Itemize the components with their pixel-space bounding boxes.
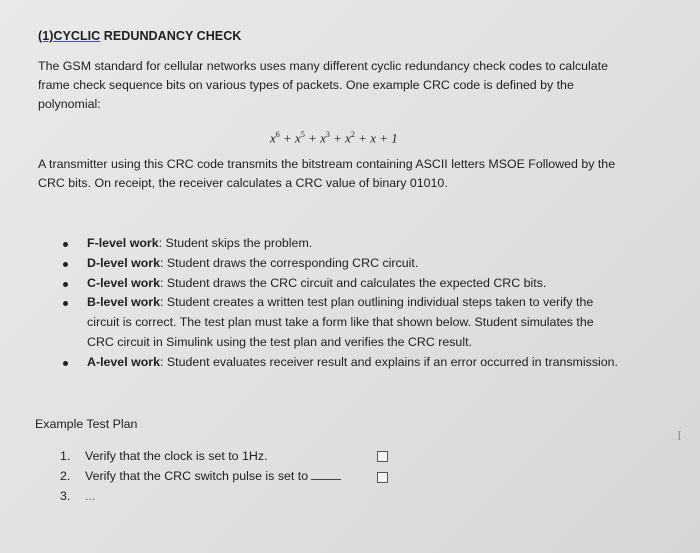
step-text: ... — [85, 489, 96, 503]
title-prefix: (1)CYCLIC — [38, 29, 101, 43]
bullet-icon — [63, 262, 68, 267]
bullet-icon — [63, 301, 68, 306]
bullet-icon — [63, 361, 68, 366]
grading-item-b-cont: CRC circuit in Simulink using the test plan and verifies the CRC result. — [87, 335, 472, 349]
text-cursor-icon: I — [677, 429, 682, 444]
grading-item-d: D-level work: Student draws the corresponding CRC circuit. — [87, 256, 419, 270]
step-checkbox[interactable] — [377, 451, 388, 462]
step-number: 2. — [60, 469, 71, 483]
step-text: Verify that the CRC switch pulse is set to — [85, 469, 341, 483]
test-plan-heading: Example Test Plan — [35, 417, 138, 431]
grading-item-b: B-level work: Student creates a written test plan outlining individual steps taken to verify the — [87, 295, 594, 309]
bullet-icon — [63, 282, 68, 287]
step-text: Verify that the clock is set to 1Hz. — [85, 449, 268, 463]
polynomial: $x^6 + x^5 + x^3 + x^2 + x + 1$ — [270, 130, 398, 146]
transmit-line: CRC bits. On receipt, the receiver calculates a CRC value of binary 01010. — [38, 176, 448, 190]
transmit-line: A transmitter using this CRC code transmits the bitstream containing ASCII letters MSOE Followed by the — [38, 157, 616, 171]
bullet-icon — [63, 242, 68, 247]
title-rest: REDUNDANCY CHECK — [100, 29, 242, 43]
section-title — [38, 29, 241, 43]
blank-line — [311, 479, 341, 480]
step-checkbox[interactable] — [377, 472, 388, 483]
intro-line: polynomial: — [38, 97, 101, 111]
grading-item-f: F-level work: Student skips the problem. — [87, 236, 313, 250]
step-number: 1. — [60, 449, 71, 463]
grading-item-b-cont: circuit is correct. The test plan must take a form like that shown below. Student simulates the — [87, 315, 594, 329]
grading-item-c: C-level work: Student draws the CRC circuit and calculates the expected CRC bits. — [87, 276, 547, 290]
grading-item-a: A-level work: Student evaluates receiver result and explains if an error occurred in transmission. — [87, 355, 618, 369]
intro-line: frame check sequence bits on various types of packets. One example CRC code is defined by the — [38, 78, 574, 92]
intro-line: The GSM standard for cellular networks uses many different cyclic redundancy check codes to calculate — [38, 59, 609, 73]
step-number: 3. — [60, 489, 71, 503]
